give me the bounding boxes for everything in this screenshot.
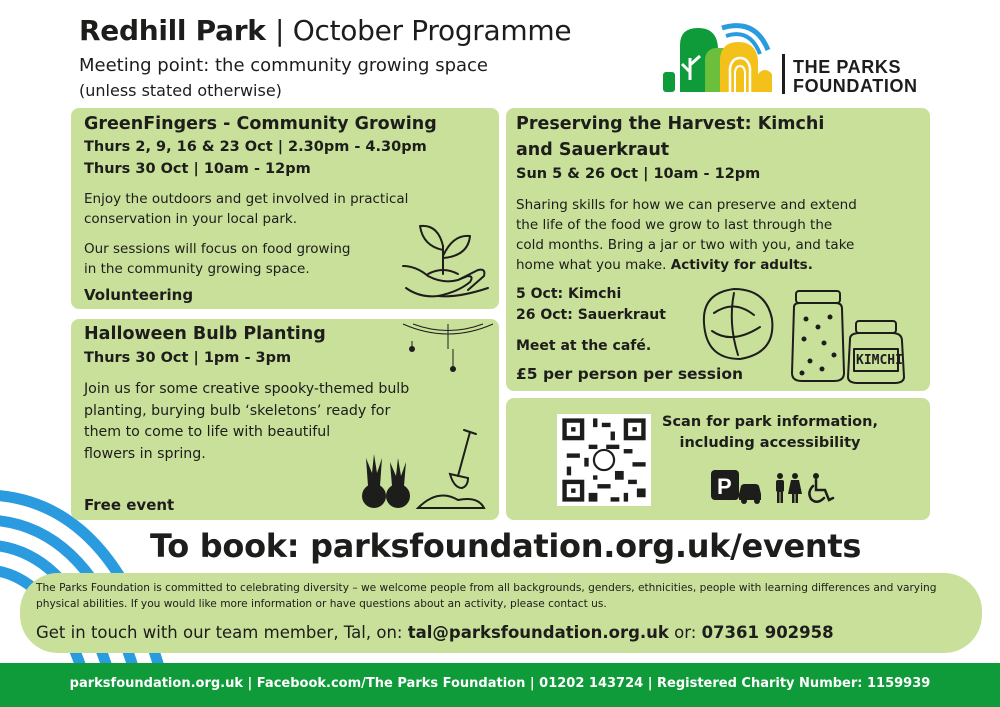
- harvest-meet: Meet at the café.: [516, 338, 652, 354]
- footer-info: parksfoundation.org.uk | Facebook.com/The Parks Foundation | 01202 143724 | Registered Charity Number: 1159939: [69, 676, 931, 691]
- greenfingers-body-2-line-1: Our sessions will focus on food growing: [84, 241, 351, 257]
- halloween-tag: Free event: [84, 496, 175, 514]
- contact-prefix: Get in touch with our team member, Tal, on:: [36, 623, 403, 642]
- harvest-price: £5 per person per session: [516, 365, 744, 383]
- contact-phone[interactable]: 07361 902958: [701, 623, 834, 642]
- harvest-dates: Sun 5 & 26 Oct | 10am - 12pm: [516, 166, 761, 182]
- diversity-statement: The Parks Foundation is committed to celebrating diversity – we welcome people from all backgrounds, genders, ethnicities, people with learning differences and varying physical abilities. If you would like more information or have questions about an activity, please contact us.: [36, 582, 937, 610]
- booking-link[interactable]: To book: parksfoundation.org.uk/events: [150, 527, 862, 565]
- harvest-body-line-2: the life of the food we grow to last through the: [516, 217, 833, 233]
- halloween-body-line-3: them to come to life with beautiful: [84, 424, 331, 440]
- toilets-icon: [773, 472, 803, 504]
- greenfingers-body-1-line-2: conservation in your local park.: [84, 211, 298, 227]
- spider-web-icon: [398, 319, 498, 375]
- contact-email[interactable]: tal@parksfoundation.org.uk: [407, 623, 669, 642]
- qr-code[interactable]: [557, 414, 651, 506]
- harvest-body-line-3: cold months. Bring a jar or two with you, and take: [516, 237, 855, 253]
- harvest-body: [516, 195, 857, 275]
- harvest-title-line-2: and Sauerkraut: [516, 140, 670, 160]
- bulbs-shovel-icon: [358, 428, 490, 516]
- logo-wordmark: [793, 58, 918, 96]
- seedling-hand-icon: [398, 216, 496, 308]
- scan-info-line-1: Scan for park information,: [662, 414, 878, 430]
- greenfingers-body-2-line-2: in the community growing space.: [84, 261, 310, 277]
- greenfingers-tag: Volunteering: [84, 286, 194, 304]
- halloween-body-line-1: Join us for some creative spooky-themed bulb: [84, 381, 410, 397]
- qr-code-icon: [557, 414, 651, 506]
- halloween-title: Halloween Bulb Planting: [84, 324, 326, 344]
- greenfingers-dates-2: Thurs 30 Oct | 10am - 12pm: [84, 161, 311, 177]
- greenfingers-dates-1: Thurs 2, 9, 16 & 23 Oct | 2.30pm - 4.30pm: [84, 139, 427, 155]
- contact-line: [36, 623, 834, 642]
- harvest-body-line-4-text: home what you make.: [516, 257, 667, 273]
- parking-icon: [711, 470, 763, 504]
- harvest-session-1: 5 Oct: Kimchi: [516, 286, 622, 302]
- park-name: Redhill Park: [79, 14, 266, 47]
- harvest-title-line-1: Preserving the Harvest: Kimchi: [516, 114, 825, 134]
- harvest-body-line-1: Sharing skills for how we can preserve and extend: [516, 197, 857, 213]
- halloween-dates: Thurs 30 Oct | 1pm - 3pm: [84, 350, 292, 366]
- wheelchair-accessible-icon: [807, 472, 835, 504]
- page-title: [79, 14, 571, 47]
- greenfingers-body-1-line-1: Enjoy the outdoors and get involved in practical: [84, 191, 409, 207]
- svg-text:P: P: [717, 474, 732, 499]
- scan-info-line-2: including accessibility: [679, 435, 861, 451]
- harvest-adults-note: Activity for adults.: [670, 257, 813, 273]
- contact-or: or:: [674, 623, 697, 642]
- logo-line-1: THE PARKS: [793, 57, 902, 77]
- kimchi-jar-label: KIMCHI: [856, 353, 903, 368]
- meeting-note: (unless stated otherwise): [79, 81, 282, 100]
- meeting-point: Meeting point: the community growing space: [79, 55, 488, 76]
- halloween-body-line-4: flowers in spring.: [84, 445, 206, 462]
- harvest-session-2: 26 Oct: Sauerkraut: [516, 307, 666, 323]
- greenfingers-body-2: [84, 239, 350, 279]
- halloween-body-line-2: planting, burying bulb ‘skeletons’ ready for: [84, 402, 391, 419]
- scan-info: [652, 412, 888, 454]
- greenfingers-title: GreenFingers - Community Growing: [84, 114, 437, 134]
- greenfingers-body-1: [84, 189, 408, 229]
- cabbage-jars-icon: [694, 283, 924, 385]
- programme-label: | October Programme: [275, 14, 572, 47]
- harvest-body-line-4: [516, 255, 857, 275]
- logo-line-2: FOUNDATION: [793, 76, 918, 96]
